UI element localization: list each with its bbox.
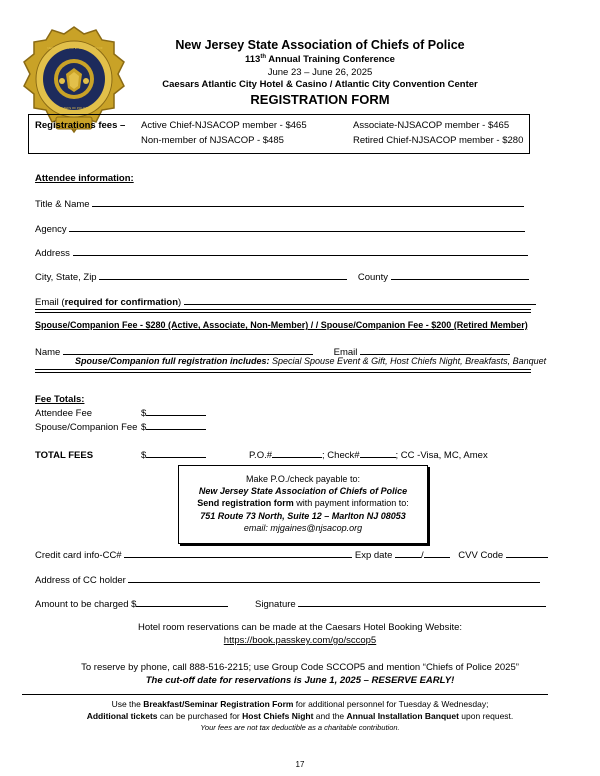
city-county-row	[35, 270, 529, 283]
attendee-fee-dollar: $	[141, 408, 147, 419]
payable-to-label: Make P.O./check payable to:	[246, 474, 360, 484]
email-label: Email (required for confirmation)	[35, 297, 182, 308]
po-field[interactable]	[272, 448, 322, 458]
agency-field[interactable]	[69, 222, 525, 232]
check-label: ; Check#	[322, 450, 360, 461]
footer-divider	[22, 694, 548, 695]
spouse-includes: Spouse/Companion full registration includes: Special Spouse Event & Gift, Host Chiefs Night, Breakfasts, Banquet	[75, 356, 547, 366]
fee-associate: Associate-NJSACOP member - $465	[353, 120, 510, 131]
cvv-field[interactable]	[506, 548, 548, 558]
agency-row	[35, 222, 525, 235]
conference-venue: Caesars Atlantic City Hotel & Casino / Atlantic City Convention Center	[162, 79, 478, 90]
exp-year-field[interactable]	[424, 548, 450, 558]
fee-retired-chief: Retired Chief-NJSACOP member - $280	[353, 135, 524, 146]
spouse-fee-field[interactable]	[146, 420, 206, 430]
cc-label: ; CC -Visa, MC, Amex	[395, 450, 488, 461]
contact-email[interactable]: email: mjgaines@njsacop.org	[243, 523, 363, 533]
total-fees-field[interactable]	[146, 448, 206, 458]
address-label: Address	[35, 248, 70, 259]
spouse-email-label: Email	[333, 347, 358, 358]
page-number: 17	[295, 760, 305, 769]
cutoff-date-line: The cut-off date for reservations is June 1, 2025 – RESERVE EARLY!	[145, 675, 455, 686]
attendee-heading: Attendee information:	[35, 173, 134, 184]
fee-totals-heading: Fee Totals:	[35, 394, 85, 405]
county-field[interactable]	[391, 270, 529, 280]
amount-label: Amount to be charged $	[35, 599, 137, 610]
footer-tax-note: Your fees are not tax deductible as a charitable contribution.	[200, 723, 400, 732]
spouse-heading: Spouse/Companion Fee - $280 (Active, Associate, Non-Member) / / Spouse/Companion Fee - $200 (Retired Member)	[35, 320, 528, 330]
address-row	[35, 246, 528, 259]
registration-fees-box	[28, 114, 530, 154]
attendee-fee-label: Attendee Fee	[35, 408, 93, 419]
cc-number-field[interactable]	[124, 548, 352, 558]
spouse-name-label: Name	[35, 347, 61, 358]
signature-field[interactable]	[298, 597, 546, 607]
amount-row	[35, 597, 546, 610]
address-field[interactable]	[73, 246, 528, 256]
divider-2	[35, 369, 531, 373]
payable-to-org: New Jersey State Association of Chiefs of Police	[198, 486, 408, 496]
badge-ring-top-text: NEW JERSEY STATE ASSOCIATION OF	[47, 46, 103, 50]
signature-label: Signature	[255, 599, 296, 610]
po-label: P.O.#	[248, 450, 273, 461]
hotel-info-line: Hotel room reservations can be made at the Caesars Hotel Booking Website:	[137, 622, 463, 633]
agency-label: Agency	[35, 224, 67, 235]
title-name-field[interactable]	[92, 197, 524, 207]
fees-label: Registrations fees –	[35, 120, 126, 131]
county-label: County	[357, 272, 388, 283]
footer-line-2: Additional tickets can be purchased for Host Chiefs Night and the Annual Installation Banquet upon request.	[86, 711, 514, 721]
footer-line-1: Use the Breakfast/Seminar Registration Form for additional personnel for Tuesday & Wednesday;	[111, 699, 489, 709]
phone-reservation-line: To reserve by phone, call 888-516-2215; use Group Code SCCOP5 and mention “Chiefs of Police 2025”	[81, 662, 519, 673]
divider-1	[35, 309, 531, 313]
cvv-label: CVV Code	[458, 550, 504, 561]
conference-dates: June 23 – June 26, 2025	[267, 67, 373, 78]
title-name-row	[35, 197, 524, 210]
exp-date-label: Exp date	[354, 550, 393, 561]
total-fees-row	[35, 448, 488, 461]
cc-holder-row	[35, 573, 540, 586]
organization-name: New Jersey State Association of Chiefs of Police	[175, 38, 465, 52]
conference-title: 113th Annual Training Conference	[245, 54, 395, 66]
hotel-booking-link-wrap	[0, 635, 600, 646]
city-field[interactable]	[99, 270, 347, 280]
check-field[interactable]	[360, 448, 396, 458]
credit-card-row: Credit card info-CC# Exp date / CVV Code	[35, 548, 548, 561]
cc-number-label: Credit card info-CC#	[35, 550, 122, 561]
payment-info-box	[178, 465, 428, 544]
fee-non-member: Non-member of NJSACOP - $485	[141, 135, 284, 146]
amount-field[interactable]	[136, 597, 228, 607]
spouse-name-field[interactable]	[63, 345, 313, 355]
spouse-fee-row	[35, 420, 206, 433]
city-label: City, State, Zip	[35, 272, 97, 283]
spouse-email-field[interactable]	[360, 345, 510, 355]
total-fees-label: TOTAL FEES	[35, 450, 94, 461]
form-title: REGISTRATION FORM	[250, 92, 390, 107]
cc-holder-field[interactable]	[128, 573, 540, 583]
fee-active-chief: Active Chief-NJSACOP member - $465	[141, 120, 307, 131]
exp-month-field[interactable]	[395, 548, 421, 558]
send-form-line: Send registration form with payment information to:	[197, 498, 409, 508]
attendee-fee-field[interactable]	[146, 406, 206, 416]
mailing-address: 751 Route 73 North, Suite 12 – Marlton NJ 08053	[200, 511, 406, 521]
badge-ring-bottom-text: CHIEFS OF POLICE	[60, 106, 88, 110]
cc-holder-label: Address of CC holder	[35, 575, 126, 586]
title-name-label: Title & Name	[35, 199, 90, 210]
email-field[interactable]	[184, 295, 536, 305]
total-fees-dollar: $	[141, 450, 147, 461]
hotel-booking-link[interactable]: https://book.passkey.com/go/sccop5	[223, 635, 377, 646]
spouse-fee-label: Spouse/Companion Fee	[35, 422, 138, 433]
attendee-fee-row	[35, 406, 206, 419]
email-row	[35, 295, 536, 308]
spouse-fee-dollar: $	[141, 422, 147, 433]
